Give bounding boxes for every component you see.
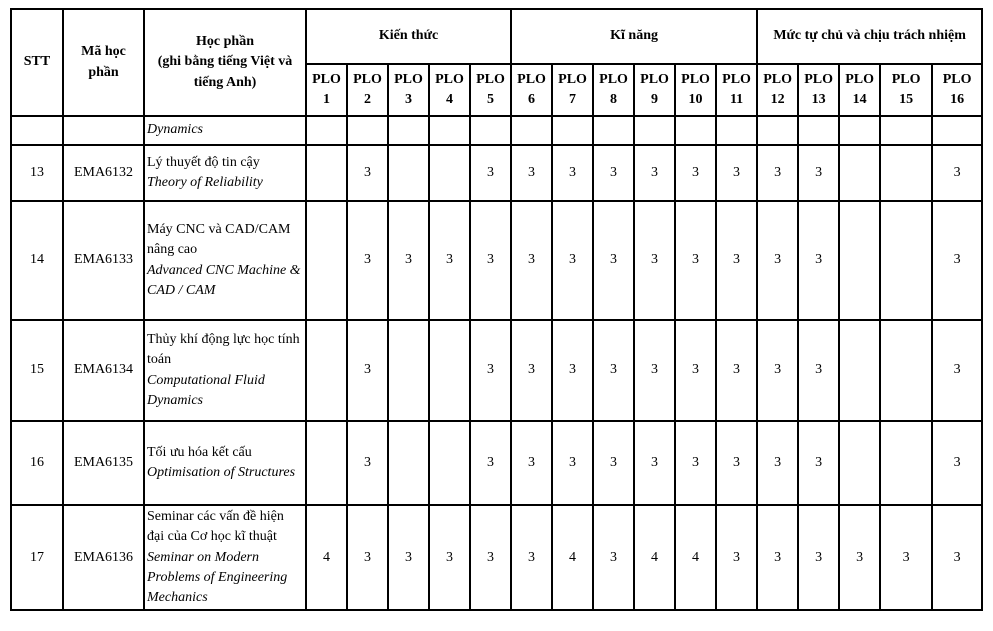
- col-header-course-name: [144, 9, 306, 116]
- plo-value-cell: [839, 421, 880, 505]
- plo-column-header: PLO 7: [552, 64, 593, 116]
- plo-value-cell: [429, 320, 470, 421]
- plo-matrix-table: [10, 8, 983, 611]
- plo-value-cell: 3: [634, 201, 675, 320]
- plo-value-cell: 3: [798, 505, 839, 610]
- plo-column-header: PLO 3: [388, 64, 429, 116]
- plo-value-cell: [511, 116, 552, 145]
- plo-value-cell: 3: [757, 145, 798, 201]
- plo-value-cell: [932, 116, 982, 145]
- plo-value-cell: [306, 421, 347, 505]
- plo-value-cell: [429, 145, 470, 201]
- group-header-skills: Kĩ năng: [511, 9, 757, 64]
- plo-value-cell: 3: [634, 320, 675, 421]
- course-name-english: Theory of Reliability: [147, 175, 263, 190]
- plo-column-header: PLO 13: [798, 64, 839, 116]
- course-header-title: Học phần: [196, 34, 254, 50]
- plo-value-cell: 3: [932, 320, 982, 421]
- plo-value-cell: [306, 201, 347, 320]
- plo-value-cell: [880, 145, 932, 201]
- course-code-cell: EMA6134: [63, 320, 144, 421]
- course-name-english: Computational Fluid Dynamics: [147, 372, 265, 408]
- course-name-cell: [144, 505, 306, 610]
- plo-value-cell: 3: [757, 421, 798, 505]
- plo-value-cell: [388, 320, 429, 421]
- plo-value-cell: 3: [429, 505, 470, 610]
- course-code-cell: EMA6133: [63, 201, 144, 320]
- plo-value-cell: 3: [511, 201, 552, 320]
- table-row: [11, 320, 982, 421]
- header-group-row: [11, 9, 982, 64]
- plo-column-header: PLO 10: [675, 64, 716, 116]
- plo-value-cell: [839, 145, 880, 201]
- plo-value-cell: 3: [798, 320, 839, 421]
- stt-cell: 14: [11, 201, 63, 320]
- plo-value-cell: 3: [511, 505, 552, 610]
- plo-value-cell: [388, 116, 429, 145]
- table-row: [11, 116, 982, 145]
- table-row: [11, 421, 982, 505]
- table-body: [11, 116, 982, 610]
- course-code-cell: [63, 116, 144, 145]
- plo-column-header: PLO 16: [932, 64, 982, 116]
- course-name-vietnamese: Lý thuyết độ tin cậy: [147, 154, 260, 170]
- plo-value-cell: 3: [932, 145, 982, 201]
- plo-value-cell: [306, 320, 347, 421]
- table-row: [11, 201, 982, 320]
- table-row: [11, 145, 982, 201]
- plo-value-cell: [306, 116, 347, 145]
- plo-value-cell: 3: [347, 421, 388, 505]
- plo-value-cell: 3: [757, 320, 798, 421]
- plo-value-cell: 3: [932, 421, 982, 505]
- course-name-cell: [144, 421, 306, 505]
- plo-value-cell: [880, 320, 932, 421]
- plo-value-cell: 3: [552, 421, 593, 505]
- course-name-cell: [144, 201, 306, 320]
- plo-column-header: PLO 2: [347, 64, 388, 116]
- plo-value-cell: 4: [552, 505, 593, 610]
- plo-value-cell: [306, 145, 347, 201]
- course-name-cell: [144, 145, 306, 201]
- plo-value-cell: 3: [593, 201, 634, 320]
- plo-value-cell: 3: [388, 505, 429, 610]
- plo-value-cell: 3: [511, 320, 552, 421]
- plo-column-header: PLO 8: [593, 64, 634, 116]
- plo-value-cell: [634, 116, 675, 145]
- plo-column-header: PLO 15: [880, 64, 932, 116]
- plo-value-cell: 3: [511, 421, 552, 505]
- plo-value-cell: 3: [470, 505, 511, 610]
- plo-value-cell: 3: [757, 505, 798, 610]
- plo-value-cell: [593, 116, 634, 145]
- plo-value-cell: 3: [511, 145, 552, 201]
- stt-cell: 17: [11, 505, 63, 610]
- plo-value-cell: 4: [634, 505, 675, 610]
- plo-value-cell: 3: [552, 145, 593, 201]
- plo-value-cell: 3: [634, 145, 675, 201]
- course-name-vietnamese: Máy CNC và CAD/CAM nâng cao: [147, 221, 291, 258]
- course-header-subtitle: (ghi bằng tiếng Việt và tiếng Anh): [157, 54, 293, 90]
- plo-value-cell: 3: [757, 201, 798, 320]
- plo-value-cell: 3: [716, 505, 757, 610]
- plo-value-cell: 3: [880, 505, 932, 610]
- plo-value-cell: 3: [593, 320, 634, 421]
- plo-value-cell: 3: [716, 201, 757, 320]
- plo-value-cell: [880, 116, 932, 145]
- col-header-stt: STT: [11, 9, 63, 116]
- plo-value-cell: 3: [716, 320, 757, 421]
- course-name-english: Seminar on Modern Problems of Engineering Mechanics: [147, 549, 288, 606]
- plo-value-cell: [798, 116, 839, 145]
- course-code-cell: EMA6132: [63, 145, 144, 201]
- plo-value-cell: [716, 116, 757, 145]
- col-header-course-code: Mã học phần: [63, 9, 144, 116]
- plo-value-cell: [839, 201, 880, 320]
- plo-column-header: PLO 9: [634, 64, 675, 116]
- course-name-vietnamese: Seminar các vấn đề hiện đại của Cơ học kĩ thuật: [147, 509, 284, 545]
- plo-value-cell: 3: [634, 421, 675, 505]
- plo-column-header: PLO 5: [470, 64, 511, 116]
- plo-value-cell: 3: [798, 201, 839, 320]
- plo-column-header: PLO 11: [716, 64, 757, 116]
- plo-value-cell: 3: [675, 421, 716, 505]
- plo-value-cell: 3: [470, 145, 511, 201]
- plo-value-cell: 3: [593, 145, 634, 201]
- plo-value-cell: [880, 201, 932, 320]
- table-row: [11, 505, 982, 610]
- plo-column-header: PLO 12: [757, 64, 798, 116]
- plo-value-cell: 4: [675, 505, 716, 610]
- course-name-english: Dynamics: [147, 122, 203, 138]
- course-code-cell: EMA6136: [63, 505, 144, 610]
- plo-value-cell: 3: [798, 145, 839, 201]
- group-header-knowledge: Kiến thức: [306, 9, 511, 64]
- plo-value-cell: [347, 116, 388, 145]
- plo-value-cell: 3: [429, 201, 470, 320]
- plo-value-cell: 3: [347, 201, 388, 320]
- group-header-autonomy: Mức tự chủ và chịu trách nhiệm: [757, 9, 982, 64]
- plo-value-cell: 3: [932, 505, 982, 610]
- plo-value-cell: [470, 116, 511, 145]
- plo-value-cell: [880, 421, 932, 505]
- stt-cell: [11, 116, 63, 145]
- plo-value-cell: 3: [470, 320, 511, 421]
- plo-value-cell: [839, 320, 880, 421]
- course-code-cell: EMA6135: [63, 421, 144, 505]
- course-name-cell: [144, 320, 306, 421]
- plo-value-cell: 3: [716, 421, 757, 505]
- plo-value-cell: [839, 116, 880, 145]
- plo-value-cell: [429, 116, 470, 145]
- plo-column-header: PLO 1: [306, 64, 347, 116]
- stt-cell: 15: [11, 320, 63, 421]
- plo-value-cell: 3: [552, 201, 593, 320]
- course-name-english: Advanced CNC Machine & CAD / CAM: [147, 262, 301, 298]
- plo-column-header: PLO 14: [839, 64, 880, 116]
- course-name-vietnamese: Tối ưu hóa kết cấu: [147, 444, 252, 460]
- stt-cell: 13: [11, 145, 63, 201]
- plo-value-cell: 3: [593, 421, 634, 505]
- plo-value-cell: 3: [798, 421, 839, 505]
- course-name-cell: [144, 116, 306, 145]
- plo-value-cell: 3: [347, 505, 388, 610]
- plo-value-cell: [675, 116, 716, 145]
- plo-value-cell: 3: [388, 201, 429, 320]
- plo-value-cell: 3: [675, 201, 716, 320]
- plo-column-header: PLO 6: [511, 64, 552, 116]
- plo-value-cell: [552, 116, 593, 145]
- course-name-vietnamese: Thủy khí động lực học tính toán: [147, 331, 300, 368]
- plo-value-cell: [388, 421, 429, 505]
- plo-column-header: PLO 4: [429, 64, 470, 116]
- plo-value-cell: 3: [593, 505, 634, 610]
- plo-value-cell: 3: [552, 320, 593, 421]
- stt-cell: 16: [11, 421, 63, 505]
- plo-value-cell: 3: [932, 201, 982, 320]
- plo-value-cell: 4: [306, 505, 347, 610]
- plo-value-cell: 3: [347, 145, 388, 201]
- plo-value-cell: 3: [347, 320, 388, 421]
- plo-value-cell: 3: [839, 505, 880, 610]
- plo-value-cell: 3: [675, 145, 716, 201]
- plo-value-cell: 3: [675, 320, 716, 421]
- plo-value-cell: [429, 421, 470, 505]
- course-name-english: Optimisation of Structures: [147, 465, 296, 480]
- plo-value-cell: [757, 116, 798, 145]
- plo-value-cell: 3: [470, 201, 511, 320]
- plo-value-cell: [388, 145, 429, 201]
- plo-value-cell: 3: [470, 421, 511, 505]
- plo-value-cell: 3: [716, 145, 757, 201]
